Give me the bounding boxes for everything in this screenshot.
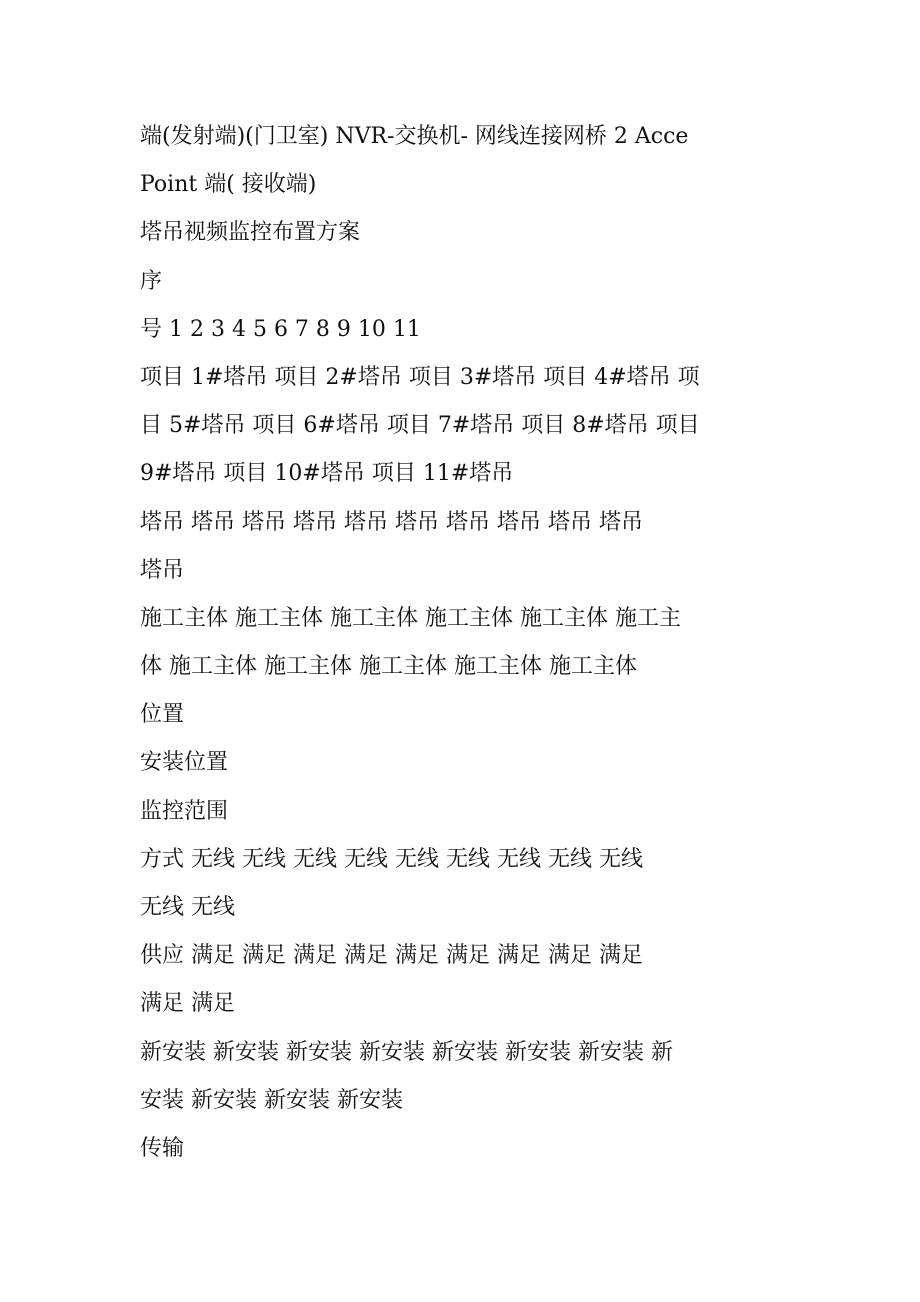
- text-line: 号 1 2 3 4 5 6 7 8 9 10 11: [140, 316, 421, 342]
- text-line: 序: [140, 268, 163, 294]
- text-line: 目 5#塔吊 项目 6#塔吊 项目 7#塔吊 项目 8#塔吊 项目: [140, 413, 700, 439]
- text-line: 端(发射端)(门卫室) NVR-交换机- 网线连接网桥 2 Acce: [140, 124, 689, 149]
- text-line: 塔吊 塔吊 塔吊 塔吊 塔吊 塔吊 塔吊 塔吊 塔吊 塔吊: [140, 509, 643, 535]
- text-line: 安装位置: [140, 750, 229, 776]
- text-line: 监控范围: [140, 798, 229, 824]
- text-line: 塔吊: [140, 557, 185, 583]
- document-body: [140, 113, 785, 1173]
- document-heading: 塔吊视频监控布置方案: [140, 220, 361, 246]
- text-line: 9#塔吊 项目 10#塔吊 项目 11#塔吊: [140, 461, 514, 487]
- text-line: 供应 满足 满足 满足 满足 满足 满足 满足 满足 满足: [140, 943, 643, 969]
- text-line: Point 端( 接收端): [140, 172, 317, 198]
- text-line: 安装 新安装 新安装 新安装: [140, 1087, 403, 1113]
- text-line: 位置: [140, 702, 185, 728]
- text-line: 方式 无线 无线 无线 无线 无线 无线 无线 无线 无线: [140, 846, 643, 872]
- text-line: 满足 满足: [140, 991, 235, 1017]
- text-line: 新安装 新安装 新安装 新安装 新安装 新安装 新安装 新: [140, 1039, 673, 1065]
- text-line: 施工主体 施工主体 施工主体 施工主体 施工主体 施工主: [140, 605, 681, 631]
- text-line: 无线 无线: [140, 895, 235, 920]
- text-line: 体 施工主体 施工主体 施工主体 施工主体 施工主体: [140, 654, 637, 680]
- text-line: 传输: [140, 1135, 185, 1161]
- text-line: 项目 1#塔吊 项目 2#塔吊 项目 3#塔吊 项目 4#塔吊 项: [140, 364, 700, 390]
